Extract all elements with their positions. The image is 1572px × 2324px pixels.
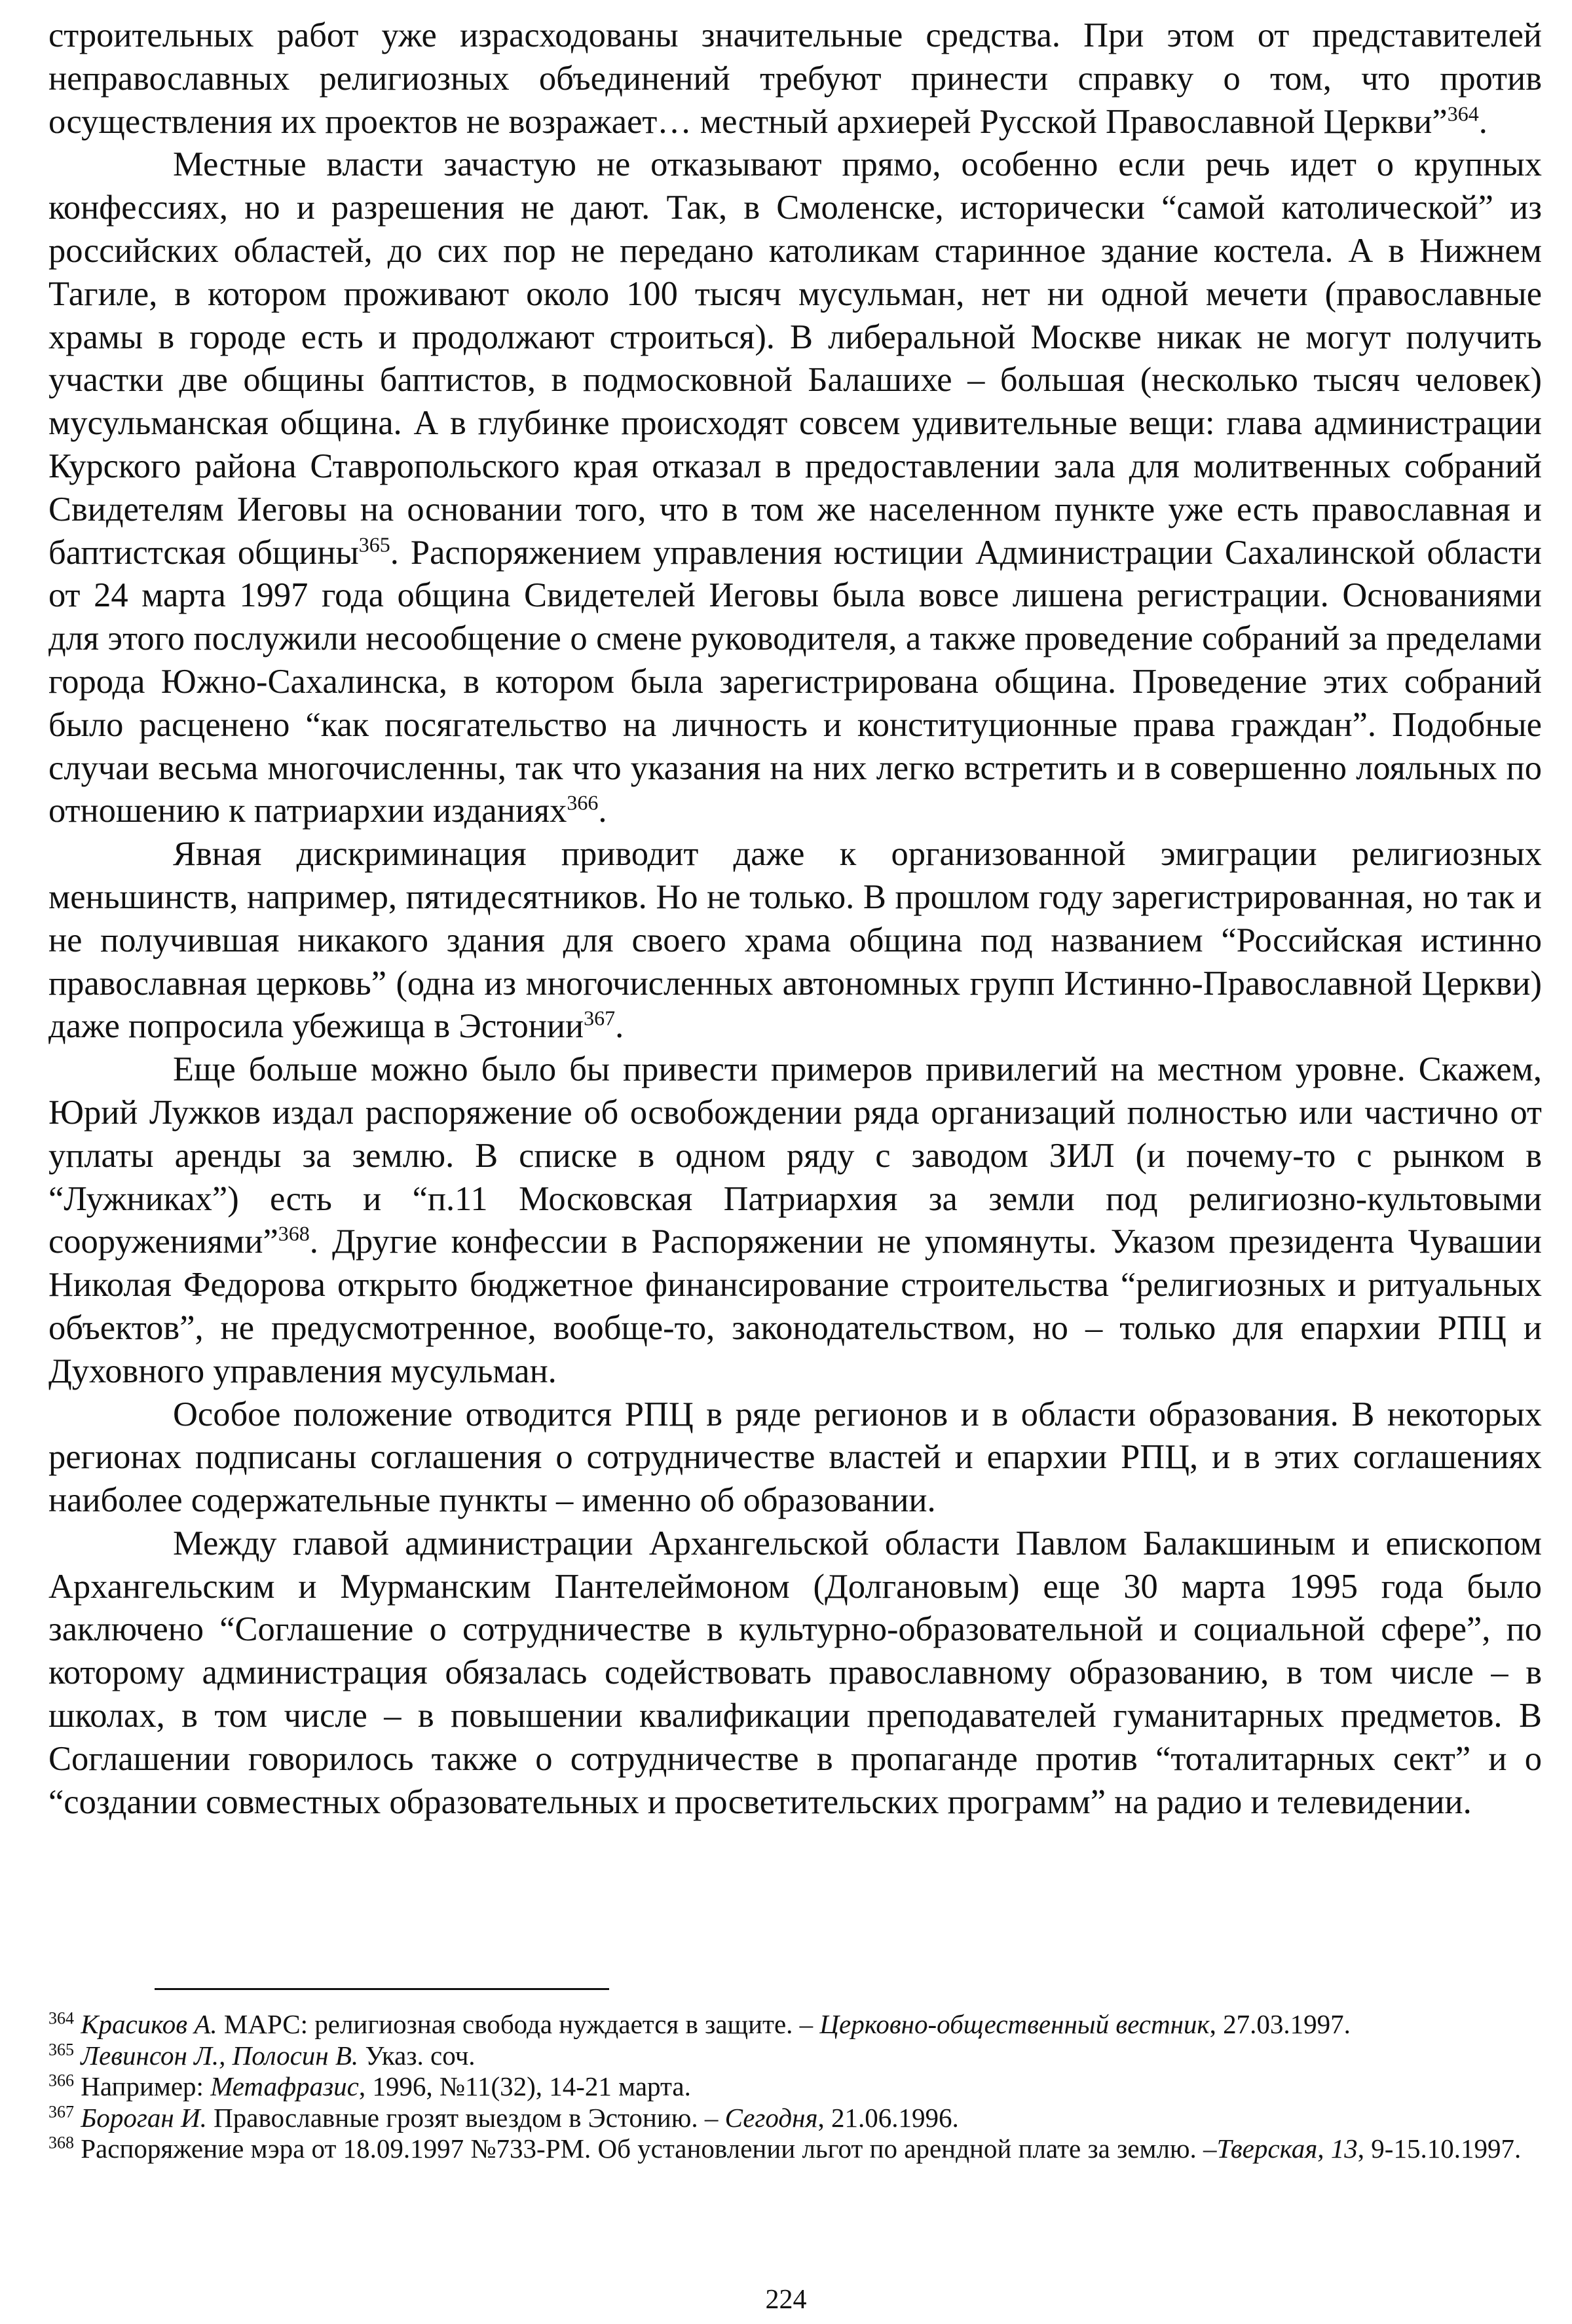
footnote-text: МАРС: религиозная свобода нуждается в защите. –	[217, 2009, 820, 2039]
paragraph-3	[48, 833, 1542, 1048]
footnote-text: , 9-15.10.1997.	[1357, 2133, 1522, 2164]
footnote-text: Например:	[81, 2071, 211, 2101]
footnote-number: 367	[48, 2101, 74, 2121]
footnote-separator	[155, 1988, 609, 1990]
text-run: . Распоряжением управления юстиции Администрации Сахалинской области от 24 марта 1997 года община Свидетелей Иеговы была вовсе лишена регистрации. Основаниями для этого послужили несообщение о смене руководителя, а также проведение собраний за пределами города Южно-Сахалинска, в котором была зарегистрирована община. Проведение этих собраний было расценено “как посягательство на личность и конституционные права граждан”. Подобные случаи весьма многочисленны, так что указания на них легко встретить и в совершенно лояльных по отношению к патриархии изданиях	[48, 533, 1542, 830]
footnote-text: , 21.06.1996.	[817, 2102, 959, 2133]
footnote-text: Распоряжение мэра от 18.09.1997 №733-РМ. Об установлении льгот по арендной плате за землю. –	[81, 2133, 1217, 2164]
footnote-text: Православные грозят выездом в Эстонию. –	[206, 2102, 725, 2133]
footnote-text: , 1996, №11(32), 14-21 марта.	[358, 2071, 691, 2101]
footnote-ref-368[interactable]: 368	[278, 1221, 310, 1245]
paragraph-4	[48, 1048, 1542, 1393]
footnote-author: Левинсон Л., Полосин В.	[81, 2040, 359, 2071]
footnote-368	[48, 2133, 1542, 2165]
text-run: Особое положение отводится РПЦ в ряде регионов и в области образования. В некоторых регионах подписаны соглашения о сотрудничестве властей и епархии РПЦ, и в этих соглашениях наиболее содержательные пункты – именно об образовании.	[48, 1395, 1542, 1520]
paragraph-2	[48, 143, 1542, 833]
footnotes	[48, 2009, 1542, 2165]
footnote-number: 368	[48, 2133, 74, 2152]
footnote-number: 365	[48, 2039, 74, 2059]
footnote-source: Церковно-общественный вестник	[819, 2009, 1210, 2039]
paragraph-1	[48, 14, 1542, 143]
footnote-365	[48, 2040, 1542, 2072]
paragraph-5	[48, 1393, 1542, 1522]
footnote-ref-364[interactable]: 364	[1447, 101, 1479, 126]
footnote-source: Тверская, 13	[1216, 2133, 1358, 2164]
footnote-364	[48, 2009, 1542, 2040]
text-run: Явная дискриминация приводит даже к организованной эмиграции религиозных меньшинств, например, пятидесятников. Но не только. В прошлом году зарегистрированная, но так и не получившая никакого здания для своего храма община под названием “Российская истинно православная церковь” (одна из многочисленных автономных групп Истинно-Православной Церкви) даже попросила убежища в Эстонии	[48, 835, 1542, 1046]
text-run: .	[1478, 102, 1488, 141]
main-text	[48, 14, 1542, 1824]
footnote-366	[48, 2071, 1542, 2103]
footnote-source: Метафразис	[210, 2071, 359, 2101]
footnote-text: Указ. соч.	[358, 2040, 476, 2071]
footnote-author: Бороган И.	[81, 2102, 207, 2133]
footnote-number: 366	[48, 2071, 74, 2090]
footnote-source: Сегодня	[724, 2102, 818, 2133]
footnote-ref-366[interactable]: 366	[567, 790, 599, 815]
text-run: Между главой администрации Архангельской области Павлом Балакшиным и епископом Архангельским и Мурманским Пантелеймоном (Долгановым) еще 30 марта 1995 года было заключено “Соглашение о сотрудничестве в культурно-образовательной и социальной сфере”, по которому администрация обязалась содействовать православному образованию, в том числе – в школах, в том числе – в повышении квалификации преподавателей гуманитарных предметов. В Соглашении говорилось также о сотрудничестве в пропаганде против “тоталитарных сект” и о “создании совместных образовательных и просветительских программ” на радио и телевидении.	[48, 1524, 1542, 1821]
text-run: .	[615, 1007, 624, 1046]
footnote-ref-365[interactable]: 365	[358, 532, 390, 557]
footnote-ref-367[interactable]: 367	[584, 1006, 616, 1030]
text-run: строительных работ уже израсходованы значительные средства. При этом от представителей неправославных религиозных объединений требуют принести справку о том, что против осуществления их проектов не возражает… местный архиерей Русской Православной Церкви”	[48, 16, 1542, 141]
footnote-number: 364	[48, 2008, 74, 2028]
paragraph-6	[48, 1522, 1542, 1824]
text-run: Местные власти зачастую не отказывают прямо, особенно если речь идет о крупных конфессиях, но и разрешения не дают. Так, в Смоленске, исторически “самой католической” из российских областей, до сих пор не передано католикам старинное здание костела. А в Нижнем Тагиле, в котором проживают около 100 тысяч мусульман, нет ни одной мечети (православные храмы в городе есть и продолжают строиться). В либеральной Москве никак не могут получить участки две общины баптистов, в подмосковной Балашихе – большая (несколько тысяч человек) мусульманская община. А в глубинке происходят совсем удивительные вещи: глава администрации Курского района Ставропольского края отказал в предоставлении зала для молитвенных собраний Свидетелям Иеговы на основании того, что в том же населенном пункте уже есть православная и баптистская общины	[48, 145, 1542, 572]
text-run: . Другие конфессии в Распоряжении не упомянуты. Указом президента Чувашии Николая Федорова открыто бюджетное финансирование строительства “религиозных и ритуальных объектов”, не предусмотренное, вообще-то, законодательством, но – только для епархии РПЦ и Духовного управления мусульман.	[48, 1223, 1542, 1390]
footnote-author: Красиков А.	[81, 2009, 217, 2039]
footnote-367	[48, 2103, 1542, 2134]
text-run: Еще больше можно было бы привести примеров привилегий на местном уровне. Скажем, Юрий Лужков издал распоряжение об освобождении ряда организаций полностью или частично от уплаты аренды за землю. В списке в одном ряду с заводом ЗИЛ (и почему-то с рынком в “Лужниках”) есть и “п.11 Московская Патриархия за земли под религиозно-культовыми сооружениями”	[48, 1050, 1542, 1261]
footnote-text: , 27.03.1997.	[1209, 2009, 1351, 2039]
page-number: 224	[765, 2285, 807, 2315]
text-run: .	[598, 792, 607, 830]
